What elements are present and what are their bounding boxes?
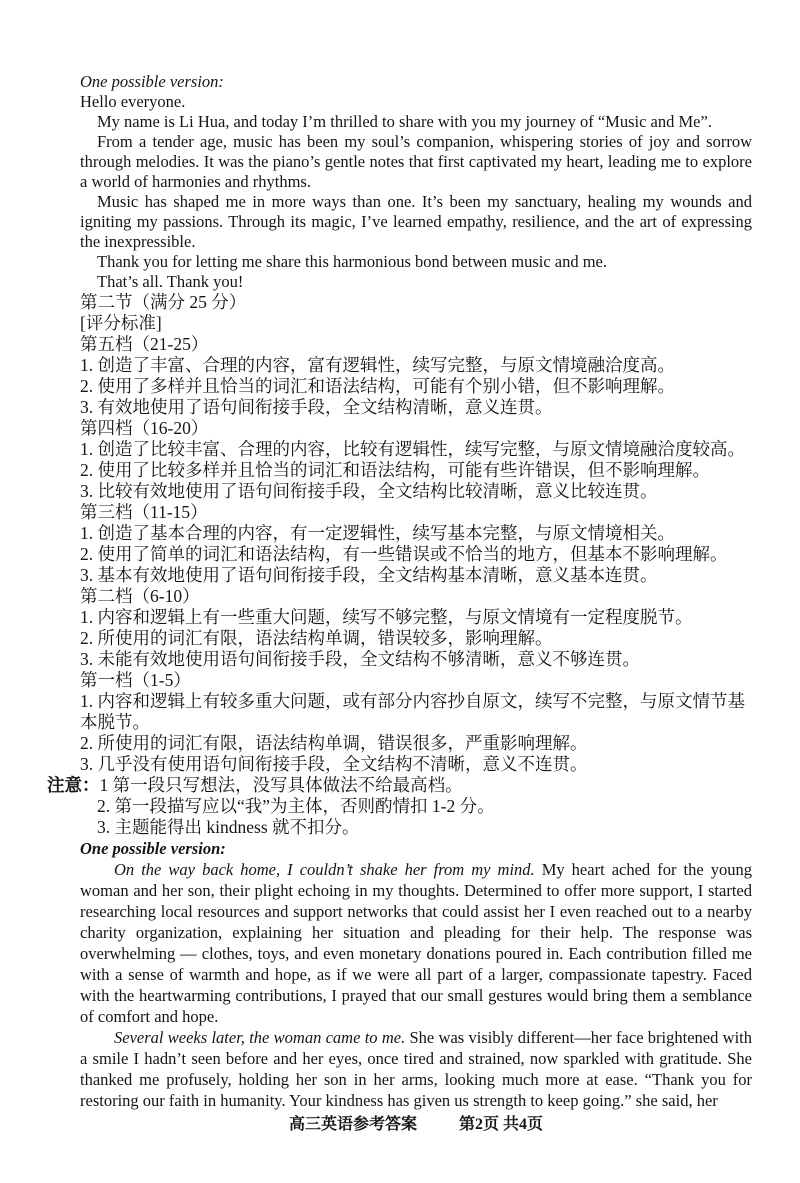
band-4-label: 第四档（16-20） xyxy=(80,418,209,438)
band-2-item-2: 2. 所使用的词汇有限，语法结构单调，错误较多，影响理解。 xyxy=(80,628,553,648)
band-4-item-1: 1. 创造了比较丰富、合理的内容，比较有逻辑性，续写完整，与原文情境融洽度较高。 xyxy=(80,439,745,459)
section-heading: 第二节（满分 25 分） xyxy=(80,292,247,312)
essay1-closing: That’s all. Thank you! xyxy=(97,272,244,291)
note-1 xyxy=(47,775,752,796)
essay2-version-label: One possible version: xyxy=(80,839,226,858)
model-essay-1 xyxy=(80,72,752,292)
band-3-label: 第三档（11-15） xyxy=(80,502,208,522)
band-1-item-3: 3. 几乎没有使用语句间衔接手段，全文结构不清晰，意义不连贯。 xyxy=(80,754,588,774)
band-3-item-2: 2. 使用了简单的词汇和语法结构，有一些错误或不恰当的地方，但基本不影响理解。 xyxy=(80,544,728,564)
footer-document-title: 高三英语参考答案 xyxy=(288,1116,417,1133)
grading-notes xyxy=(47,775,752,838)
band-4-item-2: 2. 使用了比较多样并且恰当的词汇和语法结构，可能有些许错误，但不影响理解。 xyxy=(80,460,710,480)
band-5-item-1: 1. 创造了丰富、合理的内容，富有逻辑性，续写完整，与原文情境融洽度高。 xyxy=(80,355,675,375)
band-5-label: 第五档（21-25） xyxy=(80,334,209,354)
essay1-paragraph-3: Music has shaped me in more ways than one. It’s been my sanctuary, healing my wounds and igniting my passions. Through its magic, I’ve learned empathy, resilience, and the art of expressing the inexpressible. xyxy=(80,192,752,251)
band-3-item-1: 1. 创造了基本合理的内容，有一定逻辑性，续写基本完整，与原文情境相关。 xyxy=(80,523,675,543)
band-5-item-2: 2. 使用了多样并且恰当的词汇和语法结构，可能有个别小错，但不影响理解。 xyxy=(80,376,675,396)
essay1-version-label: One possible version: xyxy=(80,72,224,91)
notes-label: 注意： xyxy=(47,775,100,795)
essay2-paragraph-2-body: She was visibly different—her face brightened with a smile I hadn’t seen before and her eyes, once tired and strained, now sparkled with gratitude. She thanked me profusely, holding her son in her arms, looking much more at ease. “Thank you for restoring our faith in humanity. Your kindness has given us strength to keep going.” she said, her xyxy=(80,1028,752,1110)
essay2-paragraph-2-lead: Several weeks later, the woman came to me. xyxy=(114,1028,406,1047)
scoring-rubric xyxy=(47,292,752,838)
page-content xyxy=(47,72,752,1135)
footer-page-number: 第2页 共4页 xyxy=(459,1116,544,1133)
note-3: 3. 主题能得出 kindness 就不扣分。 xyxy=(97,817,360,837)
essay1-paragraph-2: From a tender age, music has been my soul’s companion, whispering stories of joy and sorrow through melodies. It was the piano’s gentle notes that first captivated my heart, leading me to explore a world of harmonies and rhythms. xyxy=(80,132,752,191)
page-footer xyxy=(48,1115,784,1135)
band-1-item-2: 2. 所使用的词汇有限，语法结构单调，错误很多，严重影响理解。 xyxy=(80,733,588,753)
essay2-paragraph-1-body: My heart ached for the young woman and her son, their plight echoing in my thoughts. Determined to offer more support, I started researching local resources and support networks that could assist her I even reached out to a nearby charity organization, explaining her situation and pleading for their help. The response was overwhelming — clothes, toys, and even monetary donations poured in. Each contribution filled me with a sense of warmth and hope, as if we were all part of a larger, compassionate tapestry. Faced with the heartwarming contributions, I prayed that our small gestures would bring them a semblance of comfort and hope. xyxy=(80,860,752,1026)
essay1-paragraph-1: My name is Li Hua, and today I’m thrilled to share with you my journey of “Music and Me”. xyxy=(97,112,712,131)
essay1-paragraph-4: Thank you for letting me share this harmonious bond between music and me. xyxy=(97,252,608,271)
model-essay-2 xyxy=(80,838,752,1111)
criteria-heading: [评分标准] xyxy=(80,313,162,333)
essay1-greeting: Hello everyone. xyxy=(80,92,186,111)
band-5-item-3: 3. 有效地使用了语句间衔接手段，全文结构清晰，意义连贯。 xyxy=(80,397,553,417)
note-1-text: 1 第一段只写想法，没写具体做法不给最高档。 xyxy=(99,775,463,795)
essay2-paragraph-1-lead: On the way back home, I couldn’t shake her from my mind. xyxy=(114,860,535,879)
essay2-paragraph-2 xyxy=(80,1027,752,1111)
essay2-paragraph-1 xyxy=(80,859,752,1027)
note-2: 2. 第一段描写应以“我”为主体，否则酌情扣 1-2 分。 xyxy=(97,796,495,816)
band-2-label: 第二档（6-10） xyxy=(80,586,200,606)
band-3-item-3: 3. 基本有效地使用了语句间衔接手段，全文结构基本清晰，意义基本连贯。 xyxy=(80,565,658,585)
band-2-item-1: 1. 内容和逻辑上有一些重大问题，续写不够完整，与原文情境有一定程度脱节。 xyxy=(80,607,693,627)
band-1-label: 第一档（1-5） xyxy=(80,670,191,690)
band-4-item-3: 3. 比较有效地使用了语句间衔接手段，全文结构比较清晰，意义比较连贯。 xyxy=(80,481,658,501)
band-2-item-3: 3. 未能有效地使用语句间衔接手段，全文结构不够清晰，意义不够连贯。 xyxy=(80,649,640,669)
band-1-item-1: 1. 内容和逻辑上有较多重大问题，或有部分内容抄自原文，续写不完整，与原文情节基本脱节。 xyxy=(80,691,745,732)
